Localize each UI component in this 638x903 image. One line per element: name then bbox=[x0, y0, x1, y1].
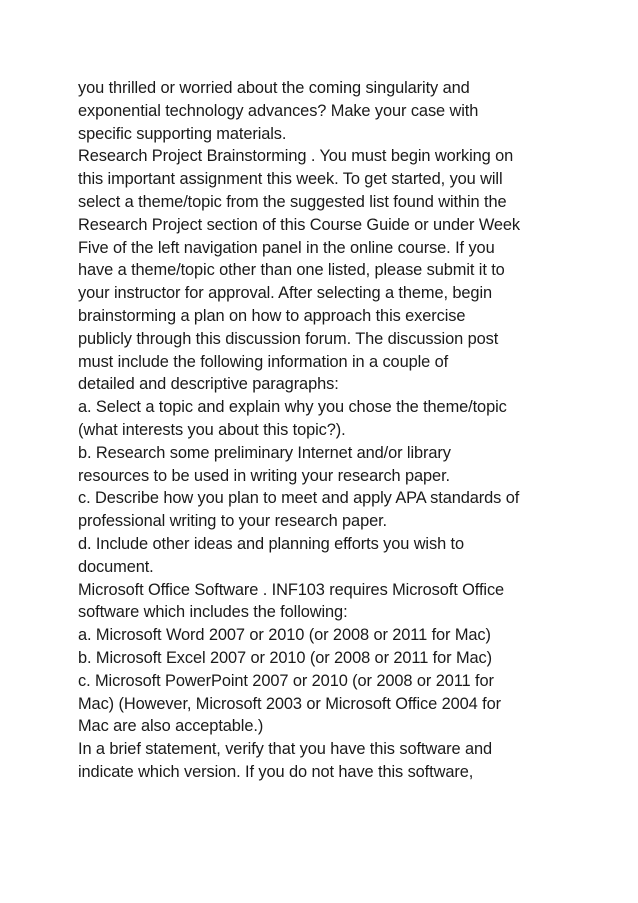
text-line: publicly through this discussion forum. The discussion post bbox=[78, 329, 499, 348]
text-line: b. Research some preliminary Internet and/or library bbox=[78, 443, 451, 462]
text-line: c. Microsoft PowerPoint 2007 or 2010 (or 2008 or 2011 for bbox=[78, 671, 494, 690]
text-line: specific supporting materials. bbox=[78, 124, 287, 143]
text-line: c. Describe how you plan to meet and apply APA standards of bbox=[78, 489, 520, 508]
text-line: d. Include other ideas and planning efforts you wish to bbox=[78, 534, 465, 553]
text-line: Mac are also acceptable.) bbox=[78, 717, 264, 736]
text-line: you thrilled or worried about the coming singularity and bbox=[78, 79, 470, 97]
text-line: software which includes the following: bbox=[78, 603, 348, 622]
text-line: Five of the left navigation panel in the online course. If you bbox=[78, 238, 495, 257]
text-line: professional writing to your research paper. bbox=[78, 512, 388, 531]
text-line: must include the following information in a couple of bbox=[78, 352, 449, 371]
text-line: Research Project Brainstorming . You must begin working on bbox=[78, 147, 514, 166]
text-line: Research Project section of this Course Guide or under Week bbox=[78, 215, 521, 234]
body-text bbox=[78, 77, 578, 784]
text-line: select a theme/topic from the suggested list found within the bbox=[78, 192, 507, 211]
text-line: (what interests you about this topic?). bbox=[78, 420, 346, 439]
text-line: a. Microsoft Word 2007 or 2010 (or 2008 or 2011 for Mac) bbox=[78, 626, 491, 645]
text-line: exponential technology advances? Make your case with bbox=[78, 101, 479, 120]
text-line: Microsoft Office Software . INF103 requires Microsoft Office bbox=[78, 580, 505, 599]
text-line: resources to be used in writing your research paper. bbox=[78, 466, 450, 485]
text-line: In a brief statement, verify that you have this software and bbox=[78, 740, 493, 759]
text-line: b. Microsoft Excel 2007 or 2010 (or 2008 or 2011 for Mac) bbox=[78, 648, 492, 667]
text-line: this important assignment this week. To get started, you will bbox=[78, 170, 503, 189]
text-line: have a theme/topic other than one listed, please submit it to bbox=[78, 261, 505, 280]
text-line: a. Select a topic and explain why you chose the theme/topic bbox=[78, 398, 507, 417]
text-line: document. bbox=[78, 557, 154, 576]
text-line: detailed and descriptive paragraphs: bbox=[78, 375, 339, 394]
text-line: Mac) (However, Microsoft 2003 or Microsoft Office 2004 for bbox=[78, 694, 501, 713]
text-line: brainstorming a plan on how to approach this exercise bbox=[78, 306, 466, 325]
text-line: your instructor for approval. After selecting a theme, begin bbox=[78, 284, 493, 303]
text-line: indicate which version. If you do not have this software, bbox=[78, 762, 474, 781]
